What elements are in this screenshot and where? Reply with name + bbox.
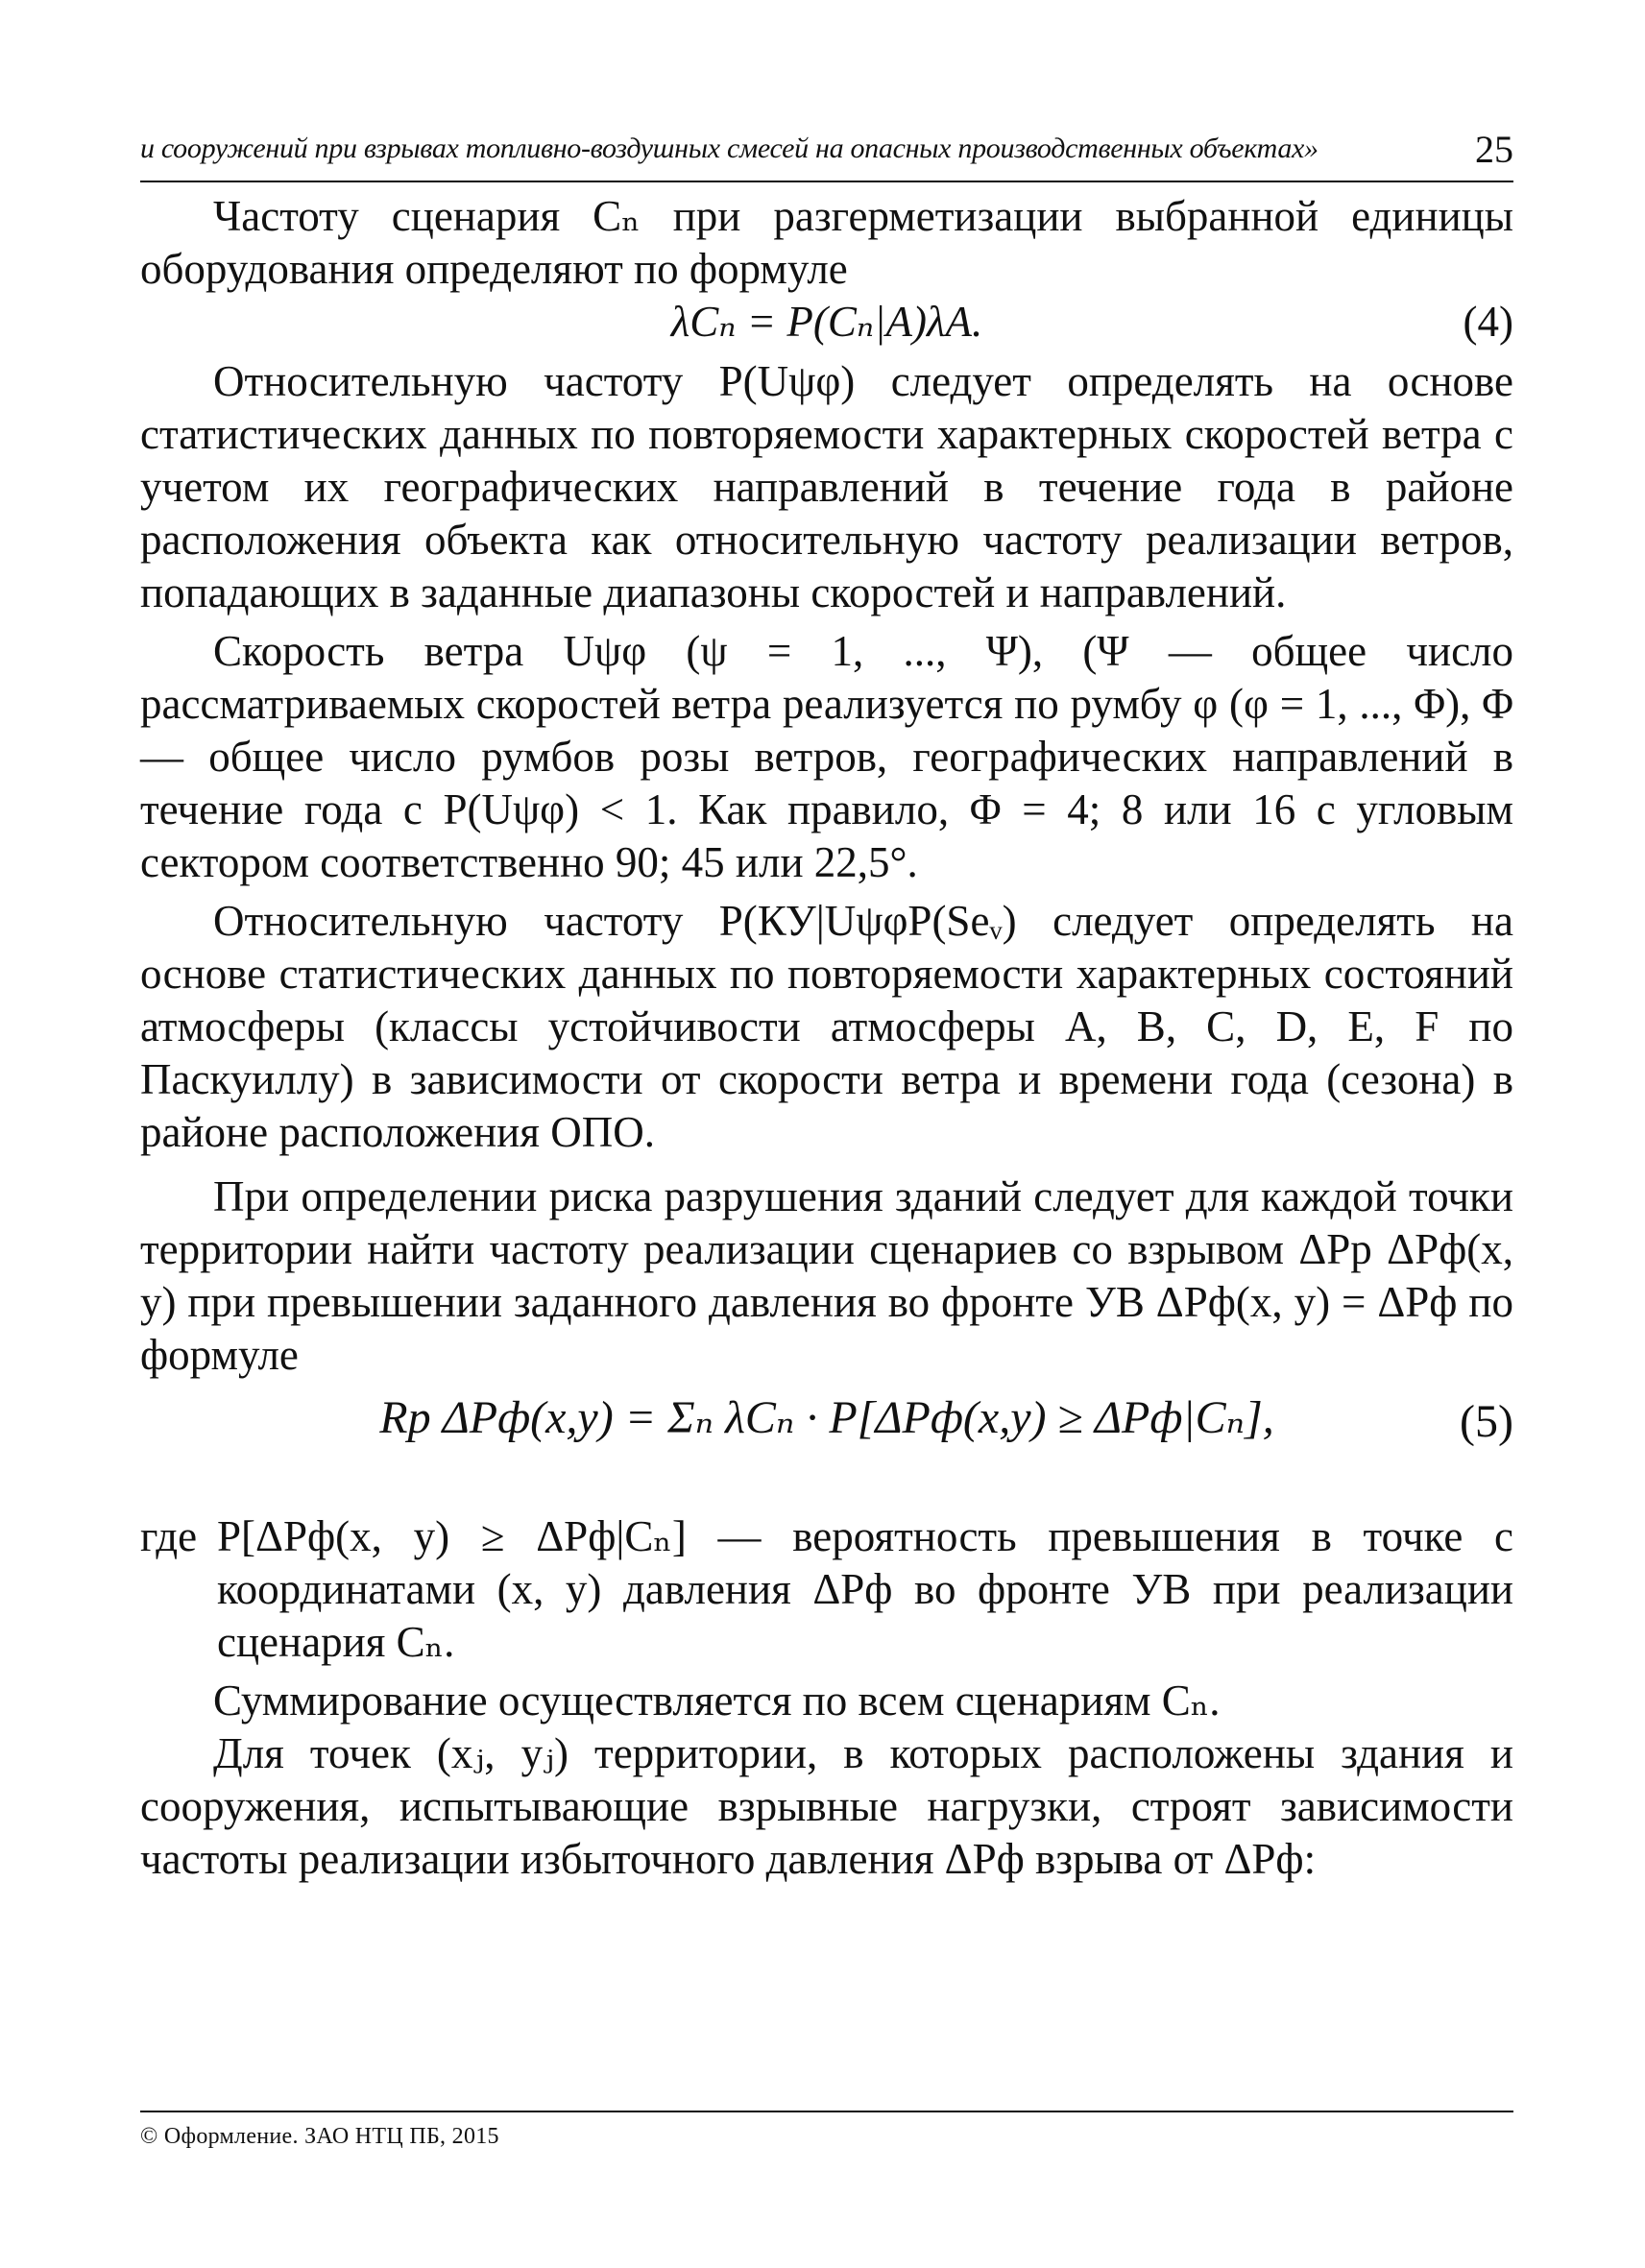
paragraph-5: При определении риска разрушения зданий следует для каждой точки территории найти частоту реализации сценариев со взрывом ΔPр ΔPф(x, y) при превышении заданного давления во фронте УВ ΔPф(x, y) = ΔPф по формуле xyxy=(140,1172,1513,1379)
formula-5 xyxy=(140,1382,1513,1497)
paragraph-1: Частоту сценария Cₙ при разгерметизации выбранной единицы оборудования определяют по формуле xyxy=(140,192,1513,293)
where-clause xyxy=(140,1510,1513,1669)
copyright-notice: © Оформление. ЗАО НТЦ ПБ, 2015 xyxy=(140,2124,499,2149)
formula-4-expression: λCₙ = P(Cₙ|A)λΑ. xyxy=(670,298,983,346)
header-rule xyxy=(140,181,1513,182)
page-number: 25 xyxy=(1475,128,1513,171)
running-header xyxy=(140,128,1513,182)
footer-rule xyxy=(140,2111,1513,2112)
paragraph-2: Относительную частоту P(Uψφ) следует определять на основе статистических данных по повторяемости характерных скоростей ветра с учетом их географических направлений в течение года в районе расположения объекта как относительную частоту реализации ветров, попадающих в заданные диапазоны скоростей и направлений. xyxy=(140,357,1513,616)
where-label: где xyxy=(140,1512,198,1560)
formula-4-number: (4) xyxy=(1463,298,1513,346)
formula-4 xyxy=(140,296,1513,355)
paragraph-7: Для точек (xⱼ, yⱼ) территории, в которых расположены здания и сооружения, испытывающие взрывные нагрузки, строят зависимости частоты реализации избыточного давления ΔPф взрыва от ΔPф: xyxy=(140,1729,1513,1883)
running-title: и сооружений при взрывах топливно-воздушных смесей на опасных производственных объектах» xyxy=(140,133,1318,164)
formula-5-number: (5) xyxy=(1460,1396,1513,1447)
formula-5-expression: Rр ΔPф(x,y) = Σₙ λCₙ · P[ΔPф(x,y) ≥ ΔPф|Cₙ], xyxy=(379,1392,1274,1443)
paragraph-3: Скорость ветра Uψφ (ψ = 1, ..., Ψ), (Ψ — общее число рассматриваемых скоростей ветра реализуется по румбу φ (φ = 1, ..., Φ), Φ — общее число румбов розы ветров, географических направлений в течение года с P(Uψφ) < 1. Как правило, Φ = 4; 8 или 16 с угловым сектором соответственно 90; 45 или 22,5°. xyxy=(140,627,1513,886)
body-text xyxy=(140,190,1513,1886)
where-definition: P[ΔPф(x, y) ≥ ΔPф|Cₙ] — вероятность превышения в точке с координатами (x, y) давления ΔPф во фронте УВ при реализации сценария Cₙ. xyxy=(217,1512,1513,1666)
paragraph-4: Относительную частоту P(КУ|UψφP(Seᵥ) следует определять на основе статистических данных по повторяемости характерных состояний атмосферы (классы устойчивости атмосферы А, В, С, D, E, F по Паскуиллу) в зависимости от скорости ветра и времени года (сезона) в районе расположения ОПО. xyxy=(140,897,1513,1156)
paragraph-6: Суммирование осуществляется по всем сценариям Cₙ. xyxy=(213,1677,1221,1725)
